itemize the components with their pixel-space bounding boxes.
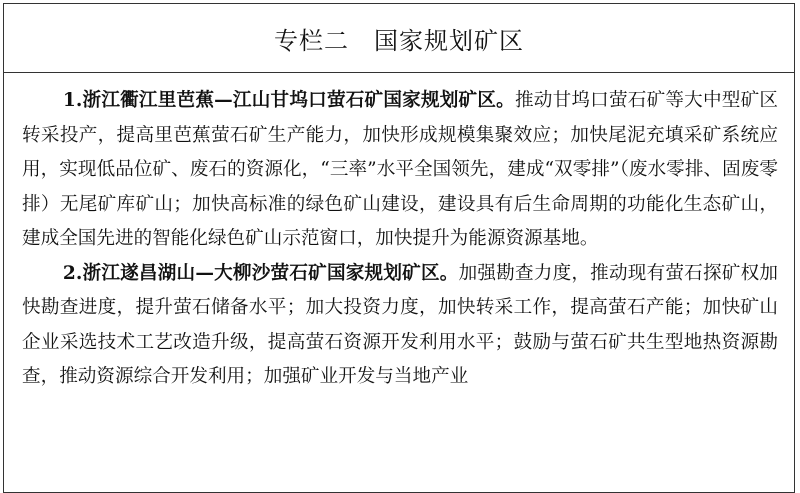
- paragraph-heading: 2.浙江遂昌湖山—大柳沙萤石矿国家规划矿区。: [62, 262, 459, 284]
- paragraph-heading: 1.浙江衢江里芭蕉—江山甘坞口萤石矿国家规划矿区。: [62, 90, 515, 111]
- column-title-bar: [4, 4, 794, 73]
- column-title: 专栏二 国家规划矿区: [274, 26, 524, 55]
- paragraph-planning-area-2: [22, 257, 778, 395]
- paragraph-planning-area-1: [22, 84, 778, 257]
- paragraph-text: 推动甘坞口萤石矿等大中型矿区转采投产，提高里芭蕉萤石矿生产能力，加快形成规模集聚效应；加快尾泥充填采矿系统应用，实现低品位矿、废石的资源化，“三率”水平全国领先，建成“双零排”（废水零排、固废零排）无尾矿库矿山；加快高标准的绿色矿山建设，建设具有后生命周期的功能化生态矿山，建成全国先进的智能化绿色矿山示范窗口，加快提升为能源资源基地。: [22, 90, 778, 249]
- paragraph-text: 加强勘查力度，推动现有萤石探矿权加快勘查进度，提升萤石储备水平；加大投资力度，加快转采工作，提高萤石产能；加快矿山企业采选技术工艺改造升级，提高萤石资源开发利用水平；鼓励与萤石矿共生型地热资源勘查，推动资源综合开发利用；加强矿业开发与当地产业: [22, 262, 778, 387]
- column-box: [3, 3, 795, 493]
- column-body: [4, 73, 794, 395]
